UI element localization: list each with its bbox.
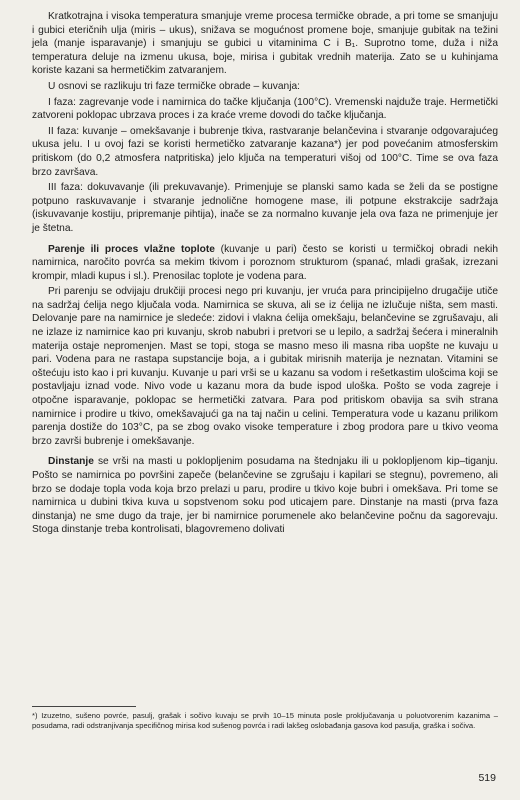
paragraph-three-phases-intro: U osnovi se razlikuju tri faze termičke obrade – kuvanja: <box>48 80 300 92</box>
paragraph-phase-two: II faza: kuvanje – omekšavanje i bubrenje tkiva, rastvaranje belančevina i stvaranje odgovarajućeg ukusa jelu. I u ovoj fazi se koristi hermetičko zatvaranje kazana*) jer pod povećanim atmosferskim pritiskom (do 0,2 atmosfera natpritiska) jelo ključa na temperaturi višoj od 100°C. Time se ova faza brzo završava. <box>32 125 498 178</box>
braising-heading: Dinstanje <box>48 456 94 468</box>
paragraph-steaming <box>32 243 498 284</box>
braising-text: se vrši na masti u poklopljenim posudama na štednjaku ili u poklopljenom kip–tiganju. Pošto se namirnica po površini zapeče (belančevine se zgrušaju i kapilari se stegnu), povremeno, ali brzo se dodaje topla voda koja brzo prelazi u paru, prodire u tkivo koje bubri i omekšava. Pri tome se namirnica u dubini tkiva kuva u sopstvenom soku pod uticajem pare. Dinstanje na masti (prva faza dinstanja) ne sme dugo da traje, jer bi namirnice porumenele ako belančevine počnu da sagorevaju. Stoga dinstanje treba kontrolisati, blagovremeno dolivati <box>32 456 498 536</box>
paragraph-steaming-process: Pri parenju se odvijaju drukčiji procesi nego pri kuvanju, jer vruća para principijelno drugačije utiče na sadržaj ćelija nego ključala voda. Namirnica se skuva, ali se iz ćelija ne izlučuje ništa, sem masti. Delovanje pare na namirnice je sledeće: zidovi i vlakna ćelija omekšaju, belančevine se zgrušavaju, ali ne izlaze iz namirnice kao pri kuvanju, skrob nabubri i pretvori se u lepilo, a sadržaj šećera i mineralnih materija ostaje nepromenjen. Mast se topi, stoga se masno meso ili masna riba uopšte ne kuvaju u pari. Vodena para ne rastapa supstancije boja, a i gubitak mirisnih materija je neznatan. Vitamini se oštećuju isto kao i pri kuvanju. Kuvanje u pari vrši se u kazanu sa vodom i rešetkastim ulošcima koji se postavljaju iznad vode. Nivo vode u kazanu mora da bude ispod uloška. Pošto se voda zagreje i otpočne isparavanje, poklopac se hermetički zatvara. Para pod pritiskom obavija sa svih strana namirnice i prodire u tkivo, omekšavajući ga na taj način u celini. Temperatura vode u kazanu prilikom parenja dostiže do 103°C, pa se zbog ovako visoke temperature i zbog prodora pare u tkivo veoma brzo završi bubrenje i omekšavanje. <box>32 286 498 447</box>
paragraph-braising <box>32 455 498 537</box>
footnote: *) Izuzetno, sušeno povrće, pasulj, grašak i sočivo kuvaju se prvih 10–15 minuta posle proključavanja u poluotvorenim kazanima – posudama, radi odstranjivanja specifičnog mirisa kod sušenog povrća i radi lakšeg oslobađanja gasova kod pasulja, graška i sočiva. <box>32 711 498 731</box>
footnote-divider <box>32 706 136 707</box>
paragraph-temperature-effects: Kratkotrajna i visoka temperatura smanjuje vreme procesa termičke obrade, a pri tome se smanjuju i gubici eteričnih ulja (miris – ukus), snižava se mogućnost promene boje, smanjuje gubitak na težini jela (manje isparavanje) i smanjuju se gubici u vitaminima C i B₁. Suprotno tome, duža i niža temperatura deluje na izmenu ukusa, boje, mirisa i gubitak vrednih materija. Zato se u kuhinjama koriste kazani sa hermetičkim zatvaranjem. <box>32 11 498 77</box>
paragraph-phase-three: III faza: dokuvavanje (ili prekuvavanje). Primenjuje se planski samo kada se želi da se postigne potpuno raskuvavanje i stvaranje jednolične homogene mase, ili potpune ekstrakcije sadržaja (iskuvavanje kostiju, pripremanje pihtija), inače se za normalno kuvanje jela ova faza ne primenjuje jer je štetna. <box>32 182 498 234</box>
steaming-text: (kuvanje u pari) često se koristi u termičkoj obradi nekih namirnica, naročito povrća sa mekim tkivom i poroznom strukturom (spanać, mladi grašak, izrezani krompir, mladi kupus i sl.). Prenosilac toplote je vodena para. <box>32 243 498 282</box>
page-number: 519 <box>478 772 496 784</box>
steaming-heading: Parenje ili proces vlažne toplote <box>48 243 215 255</box>
paragraph-phase-one: I faza: zagrevanje vode i namirnica do tačke ključanja (100°C). Vremenski najduže traje. Hermetički zatvoreni poklopac ubrzava proces i za kraće vreme dovodi do tačke ključanja. <box>32 96 498 122</box>
body-text <box>32 10 498 537</box>
